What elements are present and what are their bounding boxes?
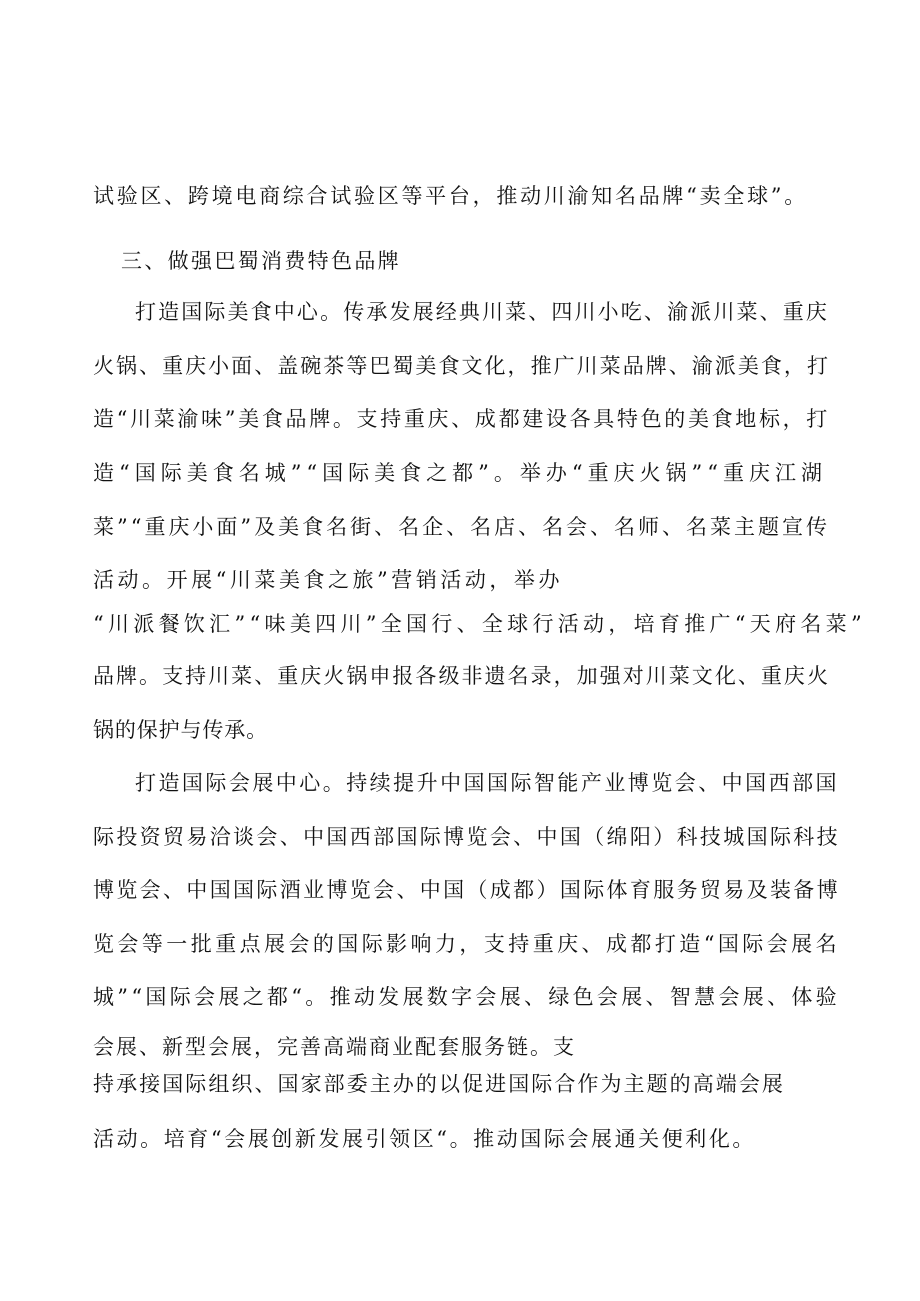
paragraph-line: 际投资贸易洽谈会、中国西部国际博览会、中国（绵阳）科技城国际科技 — [93, 825, 840, 849]
paragraph-line: 城”“国际会展之都“。推动发展数字会展、绿色会展、智慧会展、体验 — [93, 985, 840, 1009]
paragraph-line: 会展、新型会展，完善高端商业配套服务链。支 — [93, 1035, 576, 1059]
paragraph-line: 菜”“重庆小面”及美食名街、名企、名店、名会、名师、名菜主题宣传 — [93, 515, 830, 539]
paragraph-line: 品牌。支持川菜、重庆火锅申报各级非遗名录，加强对川菜文化、重庆火 — [93, 664, 830, 688]
paragraph-line: 试验区、跨境电商综合试验区等平台，推动川渝知名品牌“卖全球”。 — [93, 184, 808, 208]
paragraph-line: 持承接国际组织、国家部委主办的以促进国际合作为主题的高端会展 — [93, 1072, 785, 1096]
paragraph-line: 打造国际美食中心。传承发展经典川菜、四川小吃、渝派川菜、重庆 — [135, 300, 829, 324]
paragraph-line: 打造国际会展中心。持续提升中国国际智能产业博览会、中国西部国 — [135, 771, 839, 795]
paragraph-line: 造“川菜渝味”美食品牌。支持重庆、成都建设各具特色的美食地标，打 — [93, 407, 830, 431]
section-heading: 三、做强巴蜀消费特色品牌 — [121, 249, 401, 273]
paragraph-line: 览会等一批重点展会的国际影响力，支持重庆、成都打造“国际会展名 — [93, 932, 840, 956]
paragraph-line: 博览会、中国国际酒业博览会、中国（成都）国际体育服务贸易及装备博 — [93, 878, 840, 902]
paragraph-line: 造“国际美食名城”“国际美食之都”。举办“重庆火锅”“重庆江湖 — [93, 461, 827, 485]
paragraph-line: “川派餐饮汇”“味美四川”全国行、全球行活动，培育推广“天府名菜” — [93, 612, 866, 636]
paragraph-line: 火锅、重庆小面、盖碗茶等巴蜀美食文化，推广川菜品牌、渝派美食，打 — [93, 354, 830, 378]
paragraph-line: 活动。开展“川菜美食之旅”营销活动，举办 — [93, 568, 563, 592]
paragraph-line: 锅的保护与传承。 — [93, 718, 268, 742]
paragraph-line: 活动。培育“会展创新发展引领区“。推动国际会展通关便利化。 — [93, 1127, 756, 1151]
